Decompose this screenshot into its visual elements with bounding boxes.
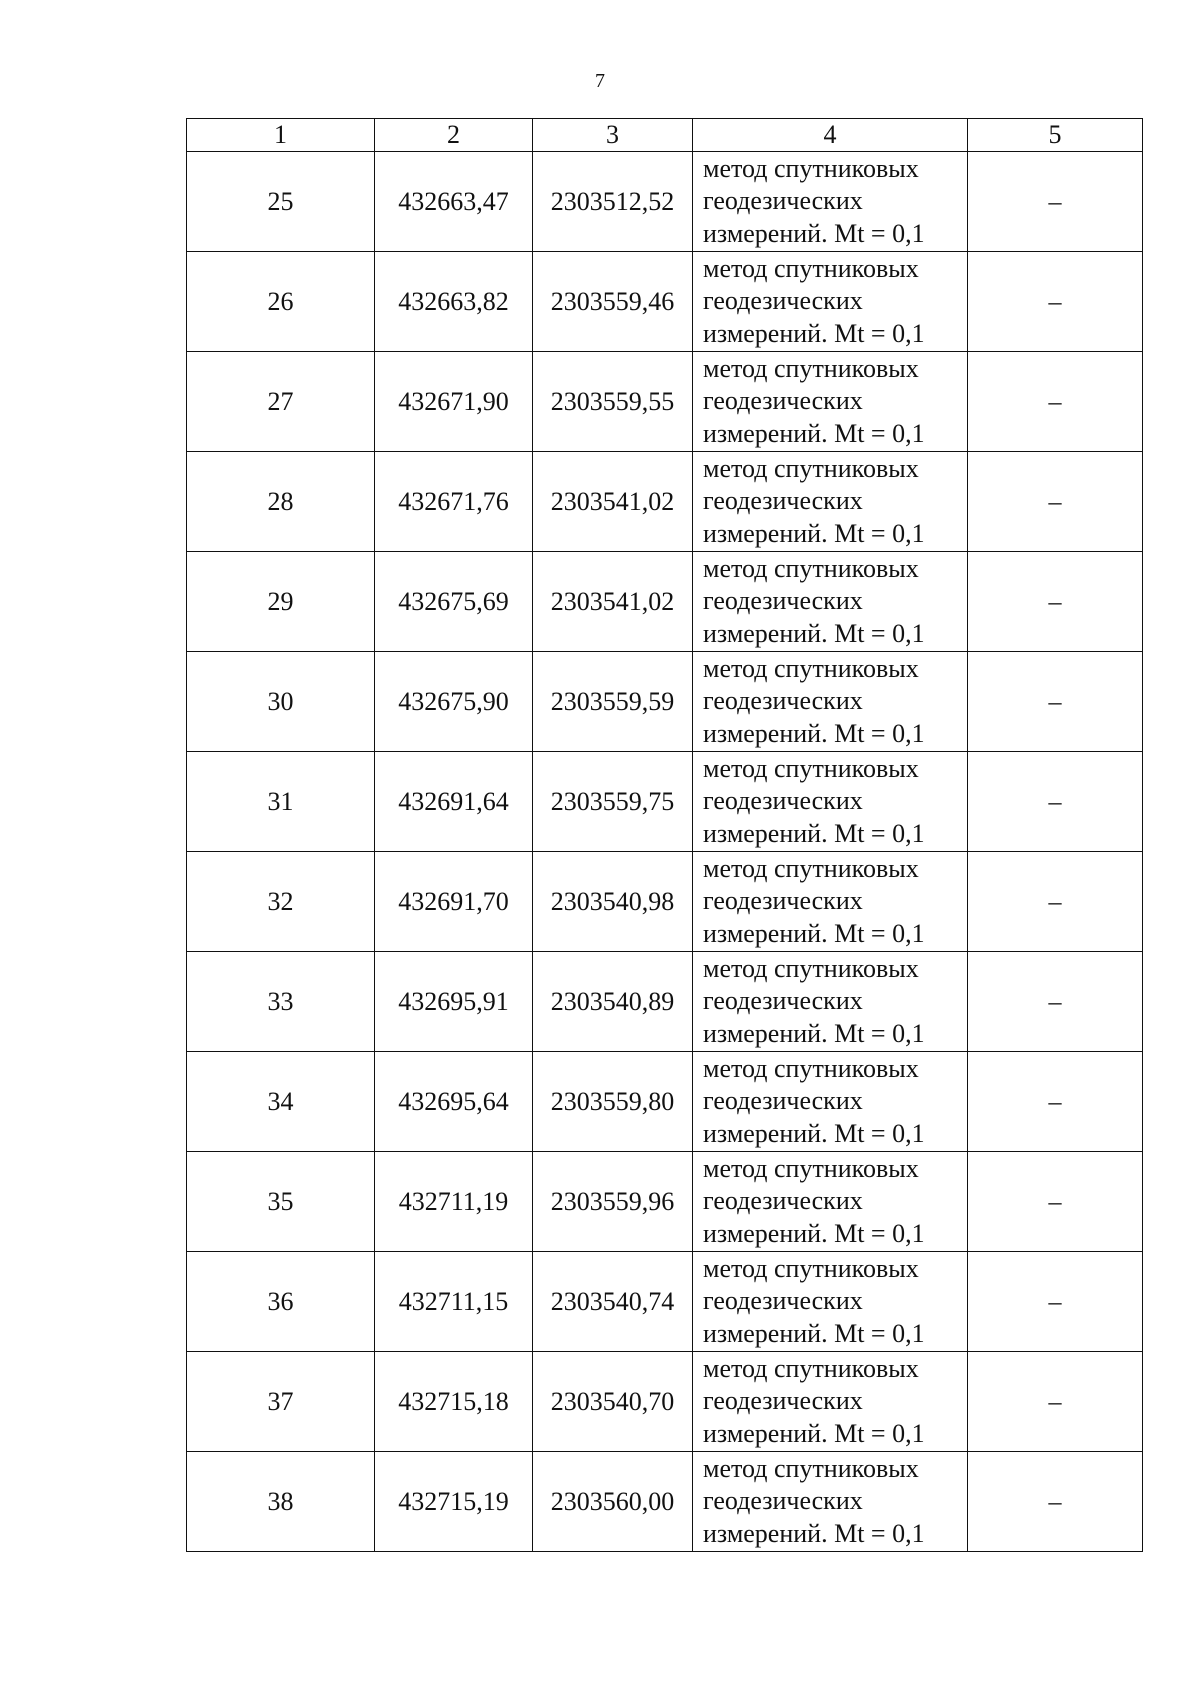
coordinates-table xyxy=(186,118,1143,1552)
x-coordinate-cell: 432691,70 xyxy=(375,852,533,952)
table-row xyxy=(187,1452,1143,1552)
point-number-cell: 34 xyxy=(187,1052,375,1152)
description-cell: – xyxy=(968,352,1143,452)
point-number-cell: 37 xyxy=(187,1352,375,1452)
y-coordinate-cell: 2303540,89 xyxy=(533,952,693,1052)
method-cell xyxy=(693,152,968,252)
method-text-line: измерений. Mt = 0,1 xyxy=(703,218,925,248)
table-row xyxy=(187,752,1143,852)
method-text-line: метод спутниковых xyxy=(703,253,919,283)
method-cell xyxy=(693,1352,968,1452)
method-cell xyxy=(693,552,968,652)
description-cell: – xyxy=(968,852,1143,952)
header-col-1: 1 xyxy=(187,119,375,152)
method-text-line: геодезических xyxy=(703,386,863,416)
y-coordinate-cell: 2303559,55 xyxy=(533,352,693,452)
method-text-line: геодезических xyxy=(703,986,863,1016)
x-coordinate-cell: 432675,90 xyxy=(375,652,533,752)
y-coordinate-cell: 2303559,96 xyxy=(533,1152,693,1252)
table-row xyxy=(187,352,1143,452)
description-cell: – xyxy=(968,552,1143,652)
point-number-cell: 35 xyxy=(187,1152,375,1252)
method-text-line: измерений. Mt = 0,1 xyxy=(703,818,925,848)
table-row xyxy=(187,152,1143,252)
method-cell xyxy=(693,452,968,552)
method-text-line: метод спутниковых xyxy=(703,1053,919,1083)
header-row xyxy=(187,119,1143,152)
x-coordinate-cell: 432675,69 xyxy=(375,552,533,652)
method-text-line: геодезических xyxy=(703,1386,863,1416)
x-coordinate-cell: 432695,64 xyxy=(375,1052,533,1152)
method-cell xyxy=(693,1452,968,1552)
point-number-cell: 28 xyxy=(187,452,375,552)
method-text-line: метод спутниковых xyxy=(703,1453,919,1483)
method-text-line: измерений. Mt = 0,1 xyxy=(703,1518,925,1548)
y-coordinate-cell: 2303540,74 xyxy=(533,1252,693,1352)
description-cell: – xyxy=(968,952,1143,1052)
method-text-line: метод спутниковых xyxy=(703,453,919,483)
header-col-2: 2 xyxy=(375,119,533,152)
x-coordinate-cell: 432671,76 xyxy=(375,452,533,552)
point-number-cell: 38 xyxy=(187,1452,375,1552)
table-row xyxy=(187,952,1143,1052)
method-text-line: метод спутниковых xyxy=(703,1253,919,1283)
method-text-line: геодезических xyxy=(703,1186,863,1216)
method-cell xyxy=(693,952,968,1052)
table-row xyxy=(187,452,1143,552)
point-number-cell: 29 xyxy=(187,552,375,652)
header-col-5: 5 xyxy=(968,119,1143,152)
point-number-cell: 30 xyxy=(187,652,375,752)
x-coordinate-cell: 432663,82 xyxy=(375,252,533,352)
method-text-line: измерений. Mt = 0,1 xyxy=(703,318,925,348)
x-coordinate-cell: 432715,19 xyxy=(375,1452,533,1552)
point-number-cell: 26 xyxy=(187,252,375,352)
method-text-line: геодезических xyxy=(703,586,863,616)
method-text-line: измерений. Mt = 0,1 xyxy=(703,1218,925,1248)
method-cell xyxy=(693,652,968,752)
method-text-line: метод спутниковых xyxy=(703,1153,919,1183)
header-col-4: 4 xyxy=(693,119,968,152)
description-cell: – xyxy=(968,1152,1143,1252)
method-cell xyxy=(693,352,968,452)
method-text-line: измерений. Mt = 0,1 xyxy=(703,1318,925,1348)
y-coordinate-cell: 2303559,80 xyxy=(533,1052,693,1152)
table-row xyxy=(187,1152,1143,1252)
description-cell: – xyxy=(968,1452,1143,1552)
x-coordinate-cell: 432663,47 xyxy=(375,152,533,252)
method-text-line: геодезических xyxy=(703,886,863,916)
method-text-line: измерений. Mt = 0,1 xyxy=(703,618,925,648)
description-cell: – xyxy=(968,652,1143,752)
method-text-line: геодезических xyxy=(703,186,863,216)
method-text-line: метод спутниковых xyxy=(703,353,919,383)
method-cell xyxy=(693,1152,968,1252)
y-coordinate-cell: 2303512,52 xyxy=(533,152,693,252)
description-cell: – xyxy=(968,1052,1143,1152)
table-row xyxy=(187,252,1143,352)
method-text-line: геодезических xyxy=(703,286,863,316)
header-col-3: 3 xyxy=(533,119,693,152)
y-coordinate-cell: 2303559,59 xyxy=(533,652,693,752)
point-number-cell: 25 xyxy=(187,152,375,252)
method-text-line: измерений. Mt = 0,1 xyxy=(703,1118,925,1148)
method-text-line: метод спутниковых xyxy=(703,753,919,783)
description-cell: – xyxy=(968,452,1143,552)
description-cell: – xyxy=(968,1352,1143,1452)
method-cell xyxy=(693,752,968,852)
table-header xyxy=(187,119,1143,152)
x-coordinate-cell: 432711,15 xyxy=(375,1252,533,1352)
x-coordinate-cell: 432715,18 xyxy=(375,1352,533,1452)
point-number-cell: 31 xyxy=(187,752,375,852)
y-coordinate-cell: 2303560,00 xyxy=(533,1452,693,1552)
method-cell xyxy=(693,1052,968,1152)
table-row xyxy=(187,652,1143,752)
method-text-line: геодезических xyxy=(703,486,863,516)
x-coordinate-cell: 432711,19 xyxy=(375,1152,533,1252)
y-coordinate-cell: 2303541,02 xyxy=(533,552,693,652)
description-cell: – xyxy=(968,252,1143,352)
description-cell: – xyxy=(968,1252,1143,1352)
table-row xyxy=(187,1052,1143,1152)
y-coordinate-cell: 2303559,46 xyxy=(533,252,693,352)
method-text-line: измерений. Mt = 0,1 xyxy=(703,418,925,448)
point-number-cell: 27 xyxy=(187,352,375,452)
description-cell: – xyxy=(968,752,1143,852)
y-coordinate-cell: 2303559,75 xyxy=(533,752,693,852)
description-cell: – xyxy=(968,152,1143,252)
point-number-cell: 33 xyxy=(187,952,375,1052)
method-text-line: измерений. Mt = 0,1 xyxy=(703,1018,925,1048)
method-text-line: геодезических xyxy=(703,786,863,816)
method-text-line: геодезических xyxy=(703,1286,863,1316)
method-text-line: метод спутниковых xyxy=(703,953,919,983)
table-body xyxy=(187,152,1143,1552)
table-row xyxy=(187,552,1143,652)
method-text-line: измерений. Mt = 0,1 xyxy=(703,918,925,948)
x-coordinate-cell: 432695,91 xyxy=(375,952,533,1052)
method-text-line: измерений. Mt = 0,1 xyxy=(703,718,925,748)
y-coordinate-cell: 2303540,98 xyxy=(533,852,693,952)
y-coordinate-cell: 2303540,70 xyxy=(533,1352,693,1452)
point-number-cell: 32 xyxy=(187,852,375,952)
x-coordinate-cell: 432691,64 xyxy=(375,752,533,852)
method-cell xyxy=(693,852,968,952)
method-text-line: геодезических xyxy=(703,686,863,716)
method-cell xyxy=(693,1252,968,1352)
table-row xyxy=(187,852,1143,952)
table-row xyxy=(187,1352,1143,1452)
table-row xyxy=(187,1252,1143,1352)
method-text-line: измерений. Mt = 0,1 xyxy=(703,1418,925,1448)
method-text-line: метод спутниковых xyxy=(703,153,919,183)
y-coordinate-cell: 2303541,02 xyxy=(533,452,693,552)
point-number-cell: 36 xyxy=(187,1252,375,1352)
page-number: 7 xyxy=(595,70,605,92)
method-text-line: измерений. Mt = 0,1 xyxy=(703,518,925,548)
method-text-line: метод спутниковых xyxy=(703,853,919,883)
x-coordinate-cell: 432671,90 xyxy=(375,352,533,452)
method-text-line: геодезических xyxy=(703,1486,863,1516)
method-text-line: метод спутниковых xyxy=(703,553,919,583)
method-cell xyxy=(693,252,968,352)
method-text-line: метод спутниковых xyxy=(703,1353,919,1383)
method-text-line: метод спутниковых xyxy=(703,653,919,683)
method-text-line: геодезических xyxy=(703,1086,863,1116)
